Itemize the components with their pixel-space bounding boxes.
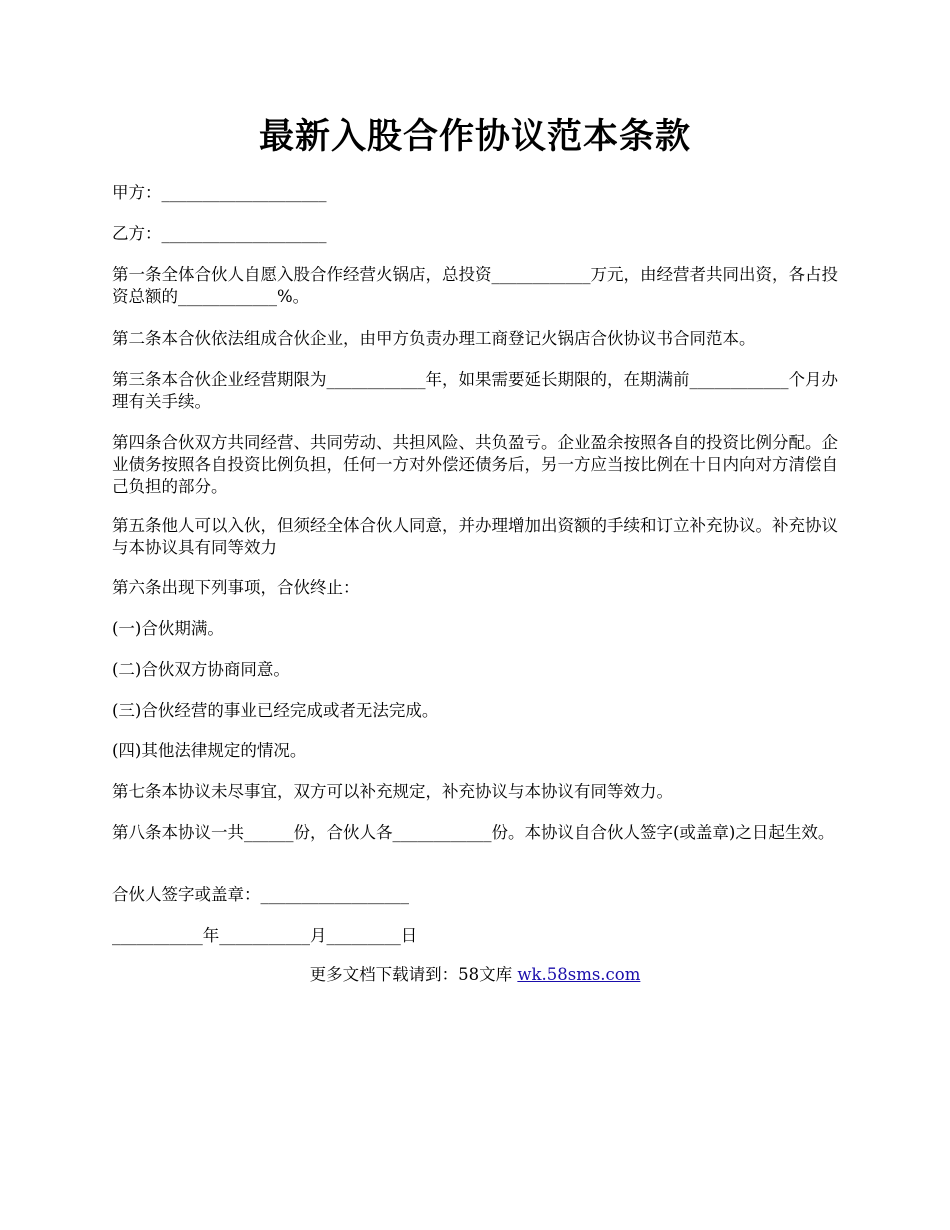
article-6: 第六条出现下列事项，合伙终止： — [112, 578, 360, 597]
download-footer — [112, 964, 838, 986]
party-b-line: 乙方：____________________ — [112, 224, 327, 243]
article-1: 第一条全体合伙人自愿入股合作经营火锅店，总投资____________万元，由经营者共同出资，各占投资总额的____________%。 — [112, 265, 838, 306]
footer-text: 更多文档下载请到：58文库 — [309, 965, 518, 984]
termination-item-3: (三)合伙经营的事业已经完成或者无法完成。 — [112, 701, 439, 720]
footer-link[interactable]: wk.58sms.com — [517, 965, 641, 984]
termination-item-4: (四)其他法律规定的情况。 — [112, 741, 307, 760]
party-a-line: 甲方：____________________ — [112, 183, 327, 202]
signature-line: 合伙人签字或盖章：__________________ — [112, 885, 409, 904]
termination-item-2: (二)合伙双方协商同意。 — [112, 660, 290, 679]
article-3: 第三条本合伙企业经营期限为____________年，如果需要延长期限的，在期满前____________个月办理有关手续。 — [112, 370, 838, 411]
termination-item-1: (一)合伙期满。 — [112, 619, 224, 638]
date-line: ___________年___________月_________日 — [112, 926, 418, 945]
article-5: 第五条他人可以入伙，但须经全体合伙人同意，并办理增加出资额的手续和订立补充协议。补充协议与本协议具有同等效力 — [112, 516, 838, 557]
article-4: 第四条合伙双方共同经营、共同劳动、共担风险、共负盈亏。企业盈余按照各自的投资比例分配。企业债务按照各自投资比例负担，任何一方对外偿还债务后，另一方应当按比例在十日内向对方清偿自己负担的部分。 — [112, 433, 838, 496]
article-8: 第八条本协议一共______份，合伙人各____________份。本协议自合伙人签字(或盖章)之日起生效。 — [112, 823, 835, 842]
article-7: 第七条本协议未尽事宜，双方可以补充规定，补充协议与本协议有同等效力。 — [112, 782, 673, 801]
article-2: 第二条本合伙依法组成合伙企业，由甲方负责办理工商登记火锅店合伙协议书合同范本。 — [112, 329, 756, 348]
document-title: 最新入股合作协议范本条款 — [258, 116, 691, 157]
